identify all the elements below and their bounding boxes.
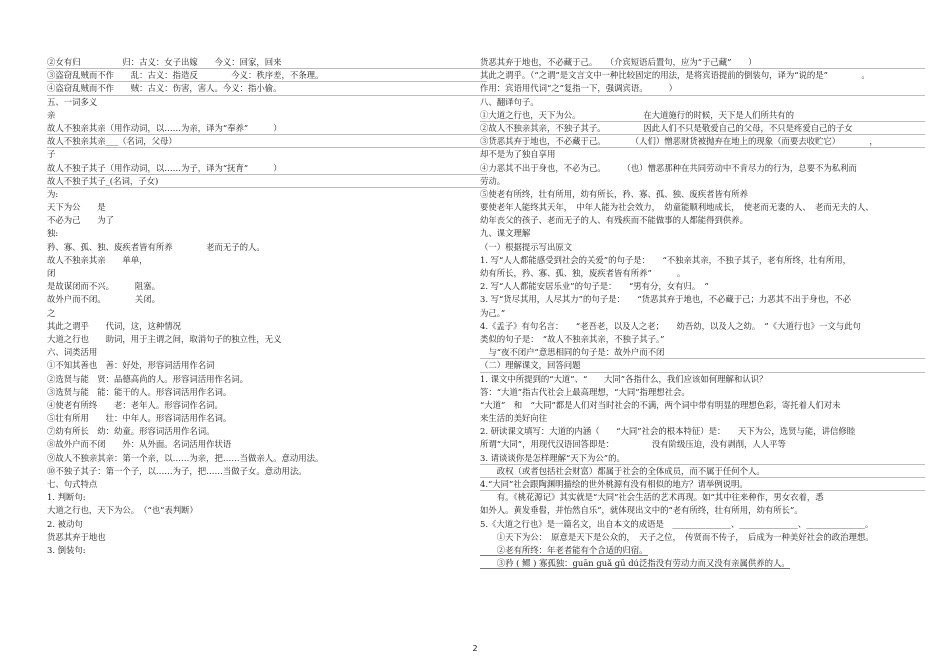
text-line — [47, 531, 487, 544]
line-text: 3. 写“货尽其用，人尽其力”的句子是： “货恶其弃于地也，不必藏于己；力恶其不出于身也，不必 — [480, 294, 852, 305]
text-line — [47, 346, 487, 359]
text-line — [47, 227, 487, 240]
text-line — [47, 452, 487, 465]
text-line — [480, 214, 925, 227]
line-text: 1. 判断句: — [47, 492, 86, 503]
text-line — [480, 69, 925, 82]
page-number: 2 — [472, 644, 478, 653]
text-line — [480, 280, 925, 293]
line-text: ⑩不独子其子：第一个子，以……为子，把……当做子女。意动用法。 — [47, 465, 307, 476]
text-line — [480, 438, 925, 451]
text-line — [47, 320, 487, 333]
text-line — [480, 557, 925, 570]
text-line — [480, 531, 925, 544]
text-line — [480, 175, 925, 188]
line-text: 故人不独亲其亲 单单， — [47, 254, 148, 265]
text-line — [47, 425, 487, 438]
line-text: ②老有所终：年老者能有个合适的归宿。 — [480, 544, 648, 555]
text-line — [47, 109, 487, 122]
text-line — [480, 148, 925, 161]
line-text: 劳动。 — [480, 175, 506, 186]
line-text: ③矜 ( 鳏 ) 寡孤独：guān guǎ gū dú泛指没有劳动力而又没有亲属供养的人。 — [480, 558, 790, 569]
line-text: ⑧故外户而不闭 外：从外面。名词活用作状语 — [47, 439, 232, 450]
text-line — [480, 188, 925, 201]
line-text: ⑨故人不独亲其亲：第一个亲，以……为亲，把……当做亲人。意动用法。 — [47, 452, 324, 463]
text-line — [480, 267, 925, 280]
line-text: ①大道之行也，天下为公。 在大道施行的时候，天下是人们所共有的 — [480, 109, 795, 120]
line-text: 其此之谓乎。（“之谓”是文言文中一种比较固定的用法，是将宾语提前的倒装句，译为“说的是” 。 — [480, 70, 870, 81]
line-text: （一）根据提示写出原文 — [480, 241, 573, 252]
line-text: “大道” 和 “大同”都是人们对当时社会的不满，两个词中带有明显的理想色彩，寄托着人们对未 — [480, 399, 841, 410]
line-text: （二）理解课文，回答问题 — [480, 360, 581, 371]
line-text: 有。《桃花源记》其实就是“大同”社会生活的艺术再现。如“其中往来种作，男女衣着，悉 — [480, 492, 824, 503]
text-line — [480, 307, 925, 320]
text-line — [480, 109, 925, 122]
text-line — [47, 386, 487, 399]
text-line — [480, 293, 925, 306]
line-text: 是故谋闭而不兴。 阻塞。 — [47, 281, 161, 292]
line-text: 1. 课文中所提到的“大道”、“ 大同”各指什么，我们应该如何理解和认识？ — [480, 373, 768, 384]
line-text: 故外户而不闭。 关闭。 — [47, 294, 161, 305]
text-line — [47, 135, 487, 148]
line-text: 来生活的美好向往 — [480, 413, 547, 424]
line-text: 八、翻译句子。 — [480, 96, 539, 107]
line-text: 故人不独亲其亲___（名词，父母） — [47, 136, 177, 147]
text-line — [47, 162, 487, 175]
line-text: 故人不独子其子_(名词，子女) — [47, 175, 159, 186]
text-line — [480, 412, 925, 425]
line-text: 五、一词多义 — [47, 96, 98, 107]
line-text: 子 — [47, 149, 56, 160]
text-line — [47, 148, 487, 161]
line-text: ①天下为公： 原意是天下是公众的， 天子之位， 传贤而不传子， 后成为一种美好社会的政治理想。 — [480, 531, 874, 542]
text-line — [480, 254, 925, 267]
line-text: 矜、寡、孤、独、废疾者皆有所养 老而无子的人。 — [47, 241, 265, 252]
line-text: 2. 写“人人都能安居乐业”的句子是： “男有分，女有归。 ” — [480, 281, 709, 292]
line-text: 九、课文理解 — [480, 228, 531, 239]
line-text: 大道之行也，天下为公。 （“也”表判断） — [47, 505, 198, 516]
line-text: 类似的句子是： “故人不独亲其亲，不独子其子。” — [480, 333, 665, 344]
text-line — [47, 544, 487, 557]
line-text: ④使老有所终 老：老年人。形容词作名词。 — [47, 399, 223, 410]
text-line — [47, 188, 487, 201]
line-text: 其此之谓乎 代词，这，这种情况 — [47, 320, 181, 331]
text-line — [47, 478, 487, 491]
line-text: 幼有所长，矜、寡、孤、独，废疾者皆有所养” 。 — [480, 268, 686, 278]
text-line — [480, 425, 925, 438]
line-text: 却不是为了独自享用 — [480, 149, 556, 160]
line-text: 4.《孟子》有句名言： “老吾老，以及人之老； 幼吾幼，以及人之幼。 ”《大道行也》一文与此句 — [480, 320, 861, 331]
text-line — [480, 518, 925, 531]
text-line — [480, 201, 925, 214]
text-line — [480, 373, 925, 386]
line-text: 1. 写“人人都能感受到社会的关爱”的句子是： “不独亲其亲，不独子其子，老有所终，壮有所用， — [480, 254, 852, 265]
text-line — [47, 293, 487, 306]
line-text: 4.“大同”社会跟陶渊明描绘的世外桃源有没有相似的地方？请举例说明。 — [480, 479, 748, 489]
line-text: 七、句式特点 — [47, 479, 98, 489]
text-line — [47, 438, 487, 451]
text-line — [47, 280, 487, 293]
line-text: ②故人不独亲其亲，不独子其子。 因此人们不只是敬爱自己的父母，不只是疼爱自己的子女 — [480, 122, 853, 133]
text-line — [480, 491, 925, 504]
text-line — [480, 333, 925, 346]
line-text: 所谓“大同”，用现代汉语回答即是： 没有阶级压迫，没有剥削，人人平等 — [480, 439, 786, 450]
text-line — [47, 399, 487, 412]
line-text: 六、词类活用 — [47, 347, 98, 358]
text-line — [47, 267, 487, 280]
text-line — [47, 359, 487, 372]
line-text: 2. 被动句 — [47, 518, 83, 529]
line-text: 为己。” — [480, 307, 506, 318]
line-text: ②女有归 归：古义：女子出嫁 今义：回家，回来 — [47, 57, 282, 67]
text-line — [480, 504, 925, 517]
text-line — [47, 241, 487, 254]
text-line — [480, 82, 925, 95]
text-line — [47, 518, 487, 531]
line-text: 答：“大道”指古代社会上最高理想，“大同”指理想社会。 — [480, 386, 690, 397]
line-text: 要使老年人能终其天年， 中年人能为社会效力， 幼童能顺利地成长， 使老而无妻的人、 老而无夫的人、 — [480, 202, 874, 213]
text-line — [480, 452, 925, 465]
line-text: 故人不独亲其亲（用作动词，以……为亲，译为“奉养” ） — [47, 122, 282, 133]
text-line — [480, 227, 925, 240]
text-line — [480, 544, 925, 557]
line-text: 2. 研读课文填写：大道的内涵（ “大同”社会的根本特征）是： 天下为公，选贤与能，讲信修睦 — [480, 426, 856, 437]
line-text: 不必为己 为了 — [47, 215, 114, 226]
line-text: 为: — [47, 188, 59, 199]
line-text: 之 — [47, 307, 56, 318]
text-line — [47, 175, 487, 188]
line-text: 如外人。黄发垂髫，并怡然自乐”，就体现出文中的“老有所终，壮有所用，幼有所长”。 — [480, 505, 803, 516]
line-text: ⑤壮有所用 壮：中年人。形容词活用作名词。 — [47, 413, 232, 424]
text-line — [47, 201, 487, 214]
text-line — [47, 412, 487, 425]
text-line — [480, 346, 925, 359]
text-line — [480, 386, 925, 399]
text-line — [480, 122, 925, 135]
text-line — [47, 333, 487, 346]
text-line — [47, 465, 487, 478]
line-text: 闭 — [47, 268, 56, 278]
text-line — [47, 122, 487, 135]
line-text: 与“夜不闭户”意思相同的句子是：故外户而不闭 — [480, 347, 665, 358]
text-line — [47, 504, 487, 517]
line-text: ④盗窃乱贼而不作 贼：古义：伤害，害人。今义：指小偷。 — [47, 83, 282, 94]
line-text: ②选贤与能 贤：品德高尚的人。形容词活用作名词。 — [47, 373, 248, 384]
line-text: 货恶其弃于地也，不必藏于己。 （介宾短语后置句，应为“于己藏” ） — [480, 57, 757, 67]
text-line — [480, 359, 925, 372]
line-text: 亲 — [47, 109, 56, 120]
left-column — [47, 56, 487, 557]
text-line — [47, 254, 487, 267]
line-text: ③盗窃乱贼而不作 乱：古义：指造反 今义：秩序差，不条理。 — [47, 70, 324, 81]
text-line — [480, 56, 925, 69]
line-text: ④力恶其不出于身也，不必为己。 （也）憎恶那种在共同劳动中不肯尽力的行为，总要不为私利而 — [480, 162, 857, 173]
text-line — [47, 214, 487, 227]
line-text: 幼年丧父的孩子、老而无子的人、有残疾而不能做事的人都能得到供养。 — [480, 215, 748, 226]
line-text: ⑤使老有所终，壮有所用，幼有所长，矜、寡、孤、独、废疾者皆有所养 — [480, 188, 748, 199]
line-text: 作用：宾语用代词“之”复指一下，强调宾语。 ） — [480, 83, 677, 94]
text-line — [47, 96, 487, 109]
text-line — [480, 399, 925, 412]
text-line — [47, 69, 487, 82]
text-line — [480, 135, 925, 148]
line-text: 5.《大道之行也》是一篇名文，出自本文的成语是 ______________、______________、______________。 — [480, 518, 874, 529]
text-line — [480, 96, 925, 109]
text-line — [480, 465, 925, 478]
text-line — [47, 307, 487, 320]
line-text: 3. 请谈谈你是怎样理解“天下为公”的。 — [480, 452, 625, 463]
line-text: 政权（或者包括社会财富）都属于社会的全体成员，而不属于任何个人。 — [480, 465, 765, 476]
line-text: ⑦幼有所长 幼：幼童。形容词活用作名词。 — [47, 426, 215, 437]
line-text: ①不知其善也 善：好处，形容词活用作名词 — [47, 360, 215, 371]
line-text: 故人不独子其子（用作动词，以……为子，译为“抚育” ） — [47, 162, 282, 173]
text-line — [480, 162, 925, 175]
text-line — [480, 241, 925, 254]
text-line — [47, 82, 487, 95]
text-line — [47, 373, 487, 386]
text-line — [47, 56, 487, 69]
line-text: ③选贤与能 能：能干的人。形容词活用作名词。 — [47, 386, 232, 397]
line-text: 货恶其弃于地也 — [47, 531, 106, 542]
text-line — [47, 491, 487, 504]
line-text: 大道之行也 助词，用于主谓之间，取消句子的独立性，无义 — [47, 333, 282, 344]
line-text: 天下为公 是 — [47, 202, 106, 213]
line-text: 3. 倒装句: — [47, 544, 86, 555]
line-text: 独: — [47, 228, 59, 239]
line-text: ③货恶其弃于地也，不必藏于己。 （人们）憎恶财货被抛弃在地上的现象（而要去收贮它） ， — [480, 136, 878, 147]
text-line — [480, 478, 925, 491]
text-line — [480, 320, 925, 333]
right-column — [480, 56, 925, 570]
